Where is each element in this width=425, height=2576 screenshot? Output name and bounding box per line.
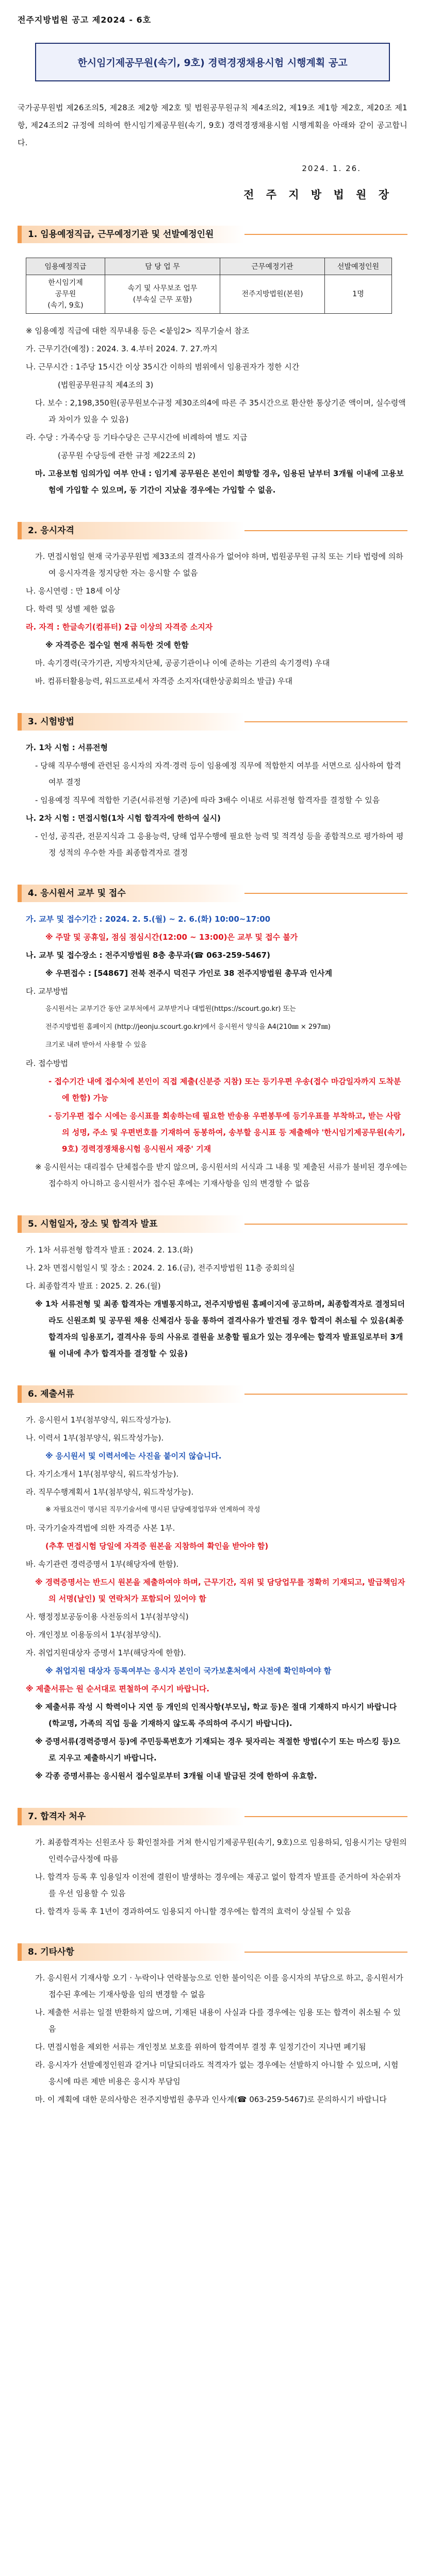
list-item: (공무원 수당등에 관한 규정 제22조의 2) bbox=[58, 451, 196, 460]
list-item: 다. 최종합격자 발표 : 2025. 2. 26.(월) bbox=[26, 1281, 161, 1291]
section-header bbox=[18, 713, 407, 731]
notice-date: 2024. 1. 26. bbox=[302, 164, 361, 173]
list-item: 다. 보수 : 2,198,350원(공무원보수규정 제30조의4에 따른 주 35시간으로 환산한 통상기준 액이며, 실수령액과 차이가 있을 수 있음) bbox=[35, 398, 406, 424]
note: ※ 응시원서 및 이력서에는 사진을 붙이지 않습니다. bbox=[45, 1451, 222, 1461]
note: (추후 면접시험 당일에 자격증 원본을 지참하여 확인을 받아야 함) bbox=[45, 1541, 269, 1551]
note: ※ 임용예정 직급에 대한 직무내용 등은 <붙임2> 직무기술서 참조 bbox=[26, 326, 250, 335]
list-item: 나. 2차 시험 : 면접시험(1차 시험 합격자에 한하여 실시) bbox=[26, 814, 221, 823]
note: ※ 자격증은 접수일 현재 취득한 것에 한함 bbox=[45, 640, 189, 650]
section-header bbox=[18, 1385, 407, 1403]
note: ※ 주말 및 공휴일, 점심 점심시간(12:00 ~ 13:00)은 교부 및 접수 불가 bbox=[45, 933, 298, 942]
section-1 bbox=[18, 226, 407, 498]
note: ※ 우편접수 : [54867] 전북 전주시 덕진구 가인로 38 전주지방법원 총무과 인사계 bbox=[45, 969, 333, 978]
list-item: 나. 응시연령 : 만 18세 이상 bbox=[26, 586, 121, 596]
list-item: - 등기우편 접수 시에는 응시표를 회송하는데 필요한 반송용 우편봉투에 등기우표를 부착하고, 받는 사람의 성명, 주소 및 우편번호를 기재하여 동봉하여, 송부할 응시표 등 제출해야 '한시임기제공무원(속기, 9호) 경력경쟁채용시험 응시원서 재중' 기재 bbox=[48, 1111, 405, 1154]
section-6 bbox=[18, 1385, 407, 1784]
section-header bbox=[18, 226, 407, 243]
section-header bbox=[18, 1215, 407, 1233]
note: ※ 제출서류 작성 시 학력이나 지연 등 개인의 인적사항(부모님, 학교 등)은 절대 기재하지 마시기 바랍니다(학교명, 가족의 직업 등을 기재하지 않도록 주의하여 주시기 바랍니다). bbox=[35, 1702, 397, 1728]
list-item: - 접수기간 내에 접수처에 본인이 직접 제출(신분증 지참) 또는 등기우편 우송(접수 마감일자까지 도착분에 한함) 가능 bbox=[48, 1077, 401, 1103]
note: ※ 제출서류는 원 순서대로 편철하여 주시기 바랍니다. bbox=[26, 1684, 209, 1693]
list-item: 가. 1차 서류전형 합격자 발표 : 2024. 2. 13.(화) bbox=[26, 1245, 193, 1255]
section-header bbox=[18, 885, 407, 902]
list-item: 사. 행정정보공동이용 사전동의서 1부(첨부양식) bbox=[26, 1612, 189, 1621]
section-4 bbox=[18, 885, 407, 1192]
column-header: 근무예정기관 bbox=[220, 258, 325, 275]
list-item: 응시원서는 교부기간 동안 교부처에서 교부받거나 대법원(https://scourt.go.kr) 또는 bbox=[45, 1005, 296, 1013]
list-item: 마. 고용보험 임의가입 여부 안내 : 임기제 공무원은 본인이 희망할 경우, 임용된 날부터 3개월 이내에 고용보험에 가입할 수 있으며, 동 기간이 지났을 경우에는 가입할 수 없음. bbox=[35, 469, 404, 495]
section-title: 2. 응시자격 bbox=[22, 522, 244, 539]
table-cell: 전주지방법원(본원) bbox=[220, 275, 325, 314]
list-item: 가. 응시원서 1부(첨부양식, 워드작성가능). bbox=[26, 1415, 171, 1425]
note: ※ 증명서류(경력증명서 등)에 주민등록번호가 기재되는 경우 뒷자리는 적절한 방법(수기 또는 마스킹 등)으로 지우고 제출하시기 바랍니다. bbox=[35, 1737, 401, 1762]
note: ※ 취업지원 대상자 등록여부는 응시자 본인이 국가보훈처에서 사전에 확인하여야 함 bbox=[45, 1666, 332, 1675]
list-item: 나. 합격자 등록 후 임용일자 이전에 결원이 발생하는 경우에는 재공고 없이 합격자 발표를 준거하여 차순위자를 우선 임용할 수 있음 bbox=[35, 1872, 401, 1898]
list-item: 전주지방법원 홈페이지 (http://jeonju.scourt.go.kr)에서 응시원서 양식을 A4(210㎜ × 297㎜) bbox=[45, 1023, 331, 1031]
list-item: 가. 응시원서 기재사항 오기 · 누락이나 연락불능으로 인한 불이익은 이를 응시자의 부담으로 하고, 응시원서가 접수된 후에는 기재사항을 임의 변경할 수 없음 bbox=[35, 1973, 403, 1999]
list-item: 라. 수당 : 가족수당 등 기타수당은 근무시간에 비례하여 별도 지급 bbox=[26, 433, 248, 442]
section-title: 5. 시험일자, 장소 및 합격자 발표 bbox=[22, 1215, 244, 1233]
section-5 bbox=[18, 1215, 407, 1362]
list-item: 바. 속기관련 경력증명서 1부(해당자에 한함). bbox=[26, 1560, 179, 1569]
column-header: 임용예정직급 bbox=[26, 258, 105, 275]
note: ※ 각종 증명서류는 응시원서 접수일로부터 3개월 이내 발급된 것에 한하여 유효함. bbox=[35, 1771, 317, 1781]
section-8 bbox=[18, 1943, 407, 2108]
section-2 bbox=[18, 522, 407, 689]
table-cell: 속기 및 사무보조 업무 (부속실 근무 포함) bbox=[105, 275, 220, 314]
list-item: 아. 개인정보 이용동의서 1부(첨부양식). bbox=[26, 1630, 161, 1639]
list-item: 마. 이 계획에 대한 문의사항은 전주지방법원 총무과 인사계(☎ 063-259-5467)로 문의하시기 바랍니다 bbox=[35, 2095, 387, 2104]
list-item: 나. 2차 면접시험일시 및 장소 : 2024. 2. 16.(금), 전주지방법원 11층 중회의실 bbox=[26, 1263, 295, 1273]
list-item: - 임용예정 직무에 적합한 기준(서류전형 기준)에 따라 3배수 이내로 서류전형 합격자를 결정할 수 있음 bbox=[35, 795, 380, 805]
table-header-row bbox=[26, 258, 392, 275]
section-title: 7. 합격자 처우 bbox=[22, 1808, 244, 1825]
section-header bbox=[18, 522, 407, 539]
section-title: 6. 제출서류 bbox=[22, 1385, 244, 1403]
list-item: 다. 학력 및 성별 제한 없음 bbox=[26, 604, 116, 614]
list-item: 다. 면접시험을 제외한 서류는 개인정보 보호를 위하여 합격여부 결정 후 일정기간이 지나면 폐기됨 bbox=[35, 2042, 366, 2052]
section-title: 4. 응시원서 교부 및 접수 bbox=[22, 885, 244, 902]
list-item: 나. 교부 및 접수장소 : 전주지방법원 8층 총무과(☎ 063-259-5467) bbox=[26, 951, 270, 960]
section-header bbox=[18, 1808, 407, 1825]
list-item: 다. 교부방법 bbox=[26, 987, 68, 996]
note: ※ 1차 서류전형 및 최종 합격자는 개별통지하고, 전주지방법원 홈페이지에 공고하며, 최종합격자로 결정되더라도 신원조회 및 공무원 채용 신체검사 등을 통하여 결격사유가 발견될 경우 합격이 취소될 수 있음(최종합격자의 임용포기, 결격사유 등의 사유로 결원을 보충할 필요가 있는 경우에는 합격자 발표일로부터 3개월 이내에 추가 합격자를 결정할 수 있음) bbox=[35, 1299, 405, 1358]
section-header bbox=[18, 1943, 407, 1961]
list-item: 라. 자격 : 한글속기(컴퓨터) 2급 이상의 자격증 소지자 bbox=[26, 622, 213, 632]
section-7 bbox=[18, 1808, 407, 1920]
note: ※ 경력증명서는 반드시 원본을 제출하여야 하며, 근무기간, 직위 및 담당업무를 정확히 기재되고, 발급책임자의 서명(날인) 및 연락처가 포함되어 있어야 함 bbox=[35, 1578, 405, 1603]
list-item: 크기로 내려 받아서 사용할 수 있음 bbox=[45, 1041, 147, 1049]
list-item: 라. 직무수행계획서 1부(첨부양식, 워드작성가능). bbox=[26, 1487, 194, 1497]
list-item: 마. 국가기술자격법에 의한 자격증 사본 1부. bbox=[26, 1523, 175, 1533]
list-item: - 인성, 공직관, 전문지식과 그 응용능력, 당해 업무수행에 필요한 능력 및 적격성 등을 종합적으로 평가하여 평정 성적의 우수한 자를 최종합격자로 결정 bbox=[35, 832, 404, 857]
column-header: 선발예정인원 bbox=[325, 258, 392, 275]
list-item: 나. 이력서 1부(첨부양식, 워드작성가능). bbox=[26, 1433, 164, 1443]
list-item: - 당해 직무수행에 관련된 응시자의 자격·경력 등이 임용예정 직무에 적합한지 여부를 서면으로 심사하여 합격 여부 결정 bbox=[35, 761, 401, 787]
list-item: 가. 면접시험일 현재 국가공무원법 제33조의 결격사유가 없어야 하며, 법원공무원 규칙 또는 기타 법령에 의하여 응시자격을 정지당한 자는 응시할 수 없음 bbox=[35, 552, 403, 578]
list-item: 나. 제출한 서류는 일절 반환하지 않으며, 기재된 내용이 사실과 다를 경우에는 임용 또는 합격이 취소될 수 있음 bbox=[35, 2008, 401, 2033]
list-item: 라. 접수방법 bbox=[26, 1059, 68, 1068]
notice-number: 전주지방법원 공고 제2024 - 6호 bbox=[18, 15, 152, 25]
position-table bbox=[26, 258, 392, 314]
list-item: 다. 자기소개서 1부(첨부양식, 워드작성가능). bbox=[26, 1469, 179, 1479]
list-item: 자. 취업지원대상자 증명서 1부(해당자에 한함). bbox=[26, 1648, 186, 1657]
list-item: 가. 최종합격자는 신원조사 등 확인절차를 거쳐 한시임기제공무원(속기, 9호)으로 임용하되, 임용시기는 당원의 인력수급사정에 따름 bbox=[35, 1838, 407, 1863]
table-row bbox=[26, 275, 392, 314]
section-title: 3. 시험방법 bbox=[22, 713, 244, 731]
list-item: 마. 속기경력(국가기관, 지방자치단체, 공공기관이나 이에 준하는 기관의 속기경력) 우대 bbox=[35, 658, 330, 668]
page-title: 한시임기제공무원(속기, 9호) 경력경쟁채용시험 시행계획 공고 bbox=[35, 43, 390, 81]
section-title: 1. 임용예정직급, 근무예정기관 및 선발예정인원 bbox=[22, 226, 244, 243]
note: ※ 응시원서는 대리접수 단체접수를 받지 않으며, 응시원서의 서식과 그 내용 및 제출된 서류가 불비된 경우에는 접수하지 아니하고 응시원서가 접수된 후에는 기재사항을 임의 변경할 수 없음 bbox=[35, 1162, 407, 1188]
list-item: 가. 근무기간(예정) : 2024. 3. 4.부터 2024. 7. 27.까지 bbox=[26, 344, 218, 353]
intro-paragraph: 국가공무원법 제26조의5, 제28조 제2항 제2호 및 법원공무원규칙 제4조의2, 제19조 제1항 제2호, 제20조 제1항, 제24조의2 규정에 의하여 한시임기제공무원(속기, 9호) 경력경쟁채용시험 시행계획을 아래와 같이 공고합니다. bbox=[18, 103, 407, 147]
list-item: 라. 응시자가 선발예정인원과 같거나 미달되더라도 적격자가 없는 경우에는 선발하지 아니할 수 있으며, 시험 응시에 따른 제반 비용은 응시자 부담임 bbox=[35, 2060, 399, 2086]
issuer-signature: 전 주 지 방 법 원 장 bbox=[243, 189, 393, 201]
list-item: 나. 근무시간 : 1주당 15시간 이상 35시간 이하의 범위에서 임용권자가 정한 시간 bbox=[26, 362, 300, 371]
column-header: 담 당 업 무 bbox=[105, 258, 220, 275]
list-item: 바. 컴퓨터활용능력, 워드프로세서 자격증 소지자(대한상공회의소 발급) 우대 bbox=[35, 676, 293, 686]
list-item: 가. 교부 및 접수기간 : 2024. 2. 5.(월) ~ 2. 6.(화) 10:00~17:00 bbox=[26, 914, 271, 924]
table-cell: 1명 bbox=[325, 275, 392, 314]
list-item: (법원공무원규칙 제4조의 3) bbox=[58, 380, 154, 389]
section-3 bbox=[18, 713, 407, 861]
table-cell: 한시임기제 공무원 (속기, 9호) bbox=[26, 275, 105, 314]
list-item: 가. 1차 시험 : 서류전형 bbox=[26, 743, 108, 752]
list-item: 다. 합격자 등록 후 1년이 경과하여도 임용되지 아니할 경우에는 합격의 효력이 상실될 수 있음 bbox=[35, 1907, 351, 1916]
note: ※ 자필요건이 명시된 직무기술서에 명시된 담당예정업무와 연계하여 작성 bbox=[45, 1506, 260, 1514]
section-title: 8. 기타사항 bbox=[22, 1943, 244, 1961]
